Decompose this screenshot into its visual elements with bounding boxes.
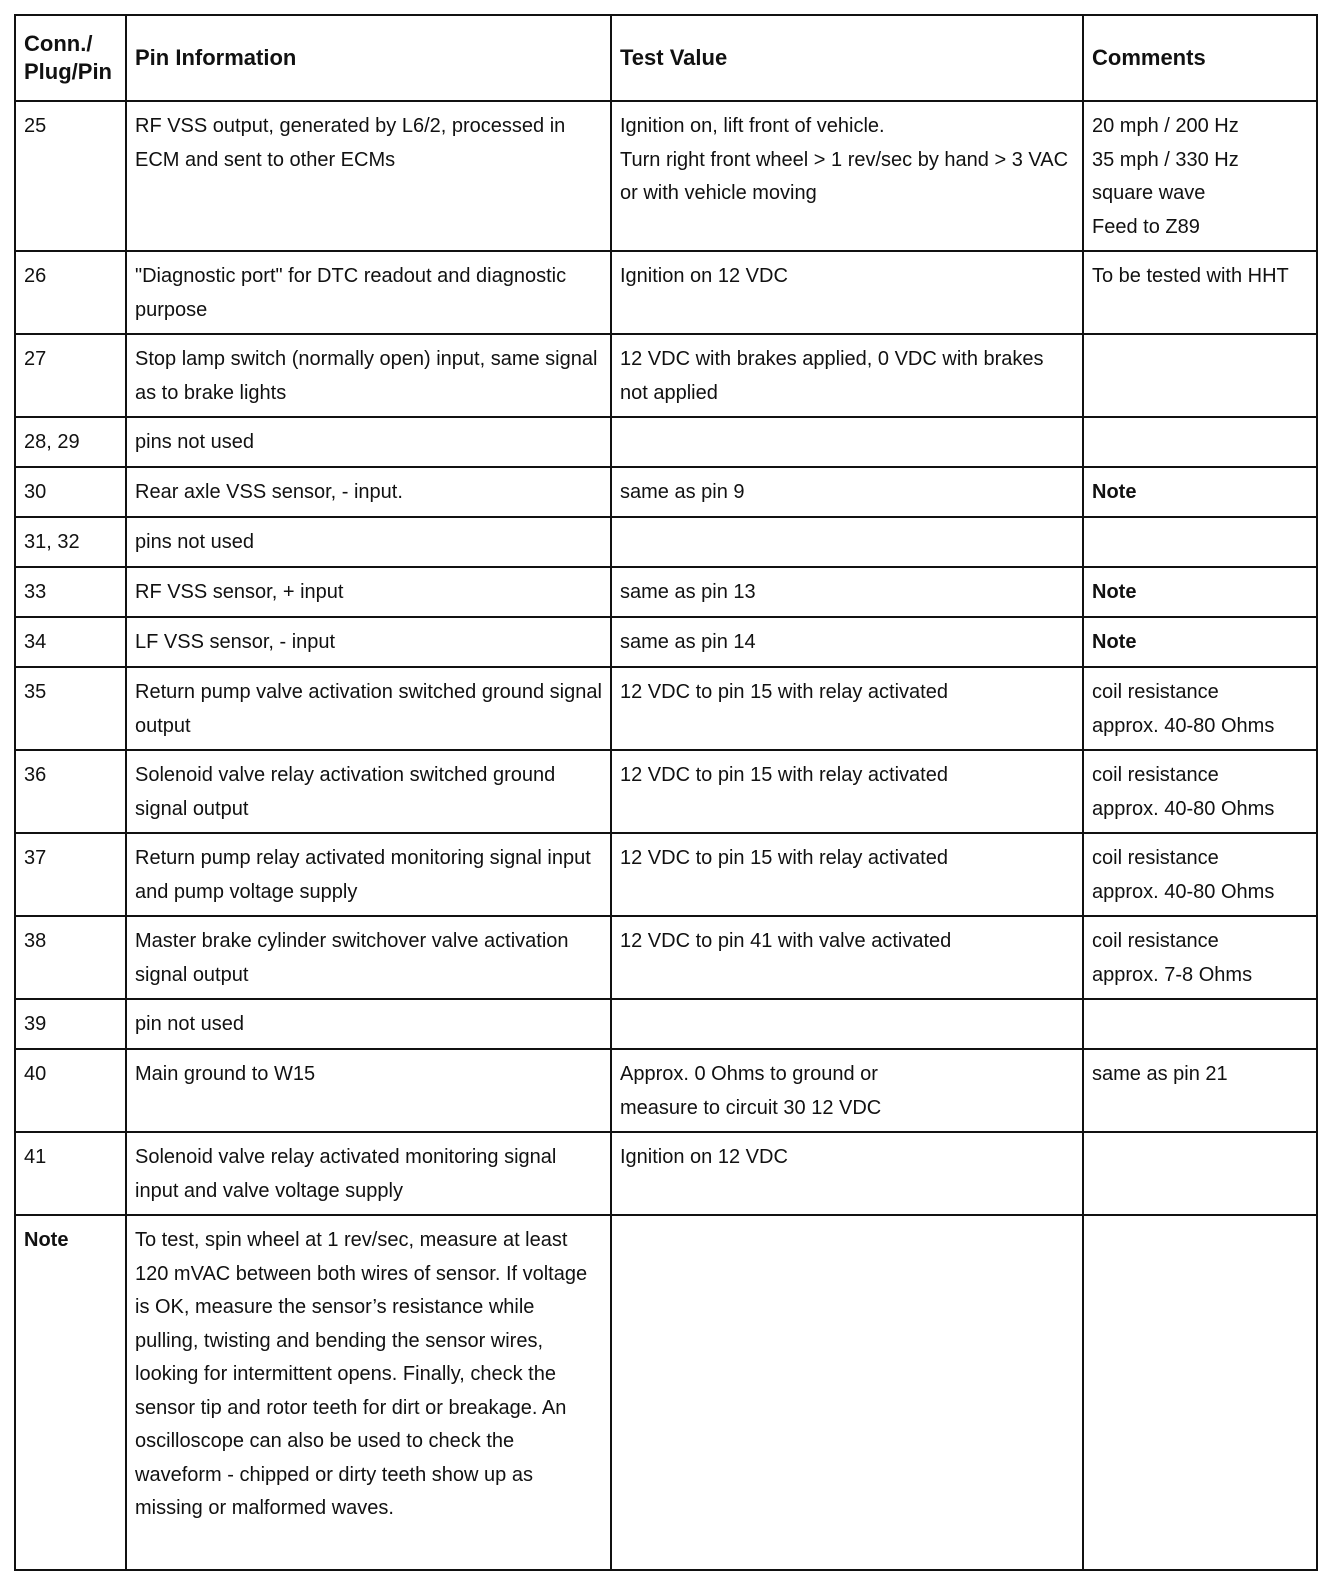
comment-cell bbox=[1083, 417, 1317, 467]
note-text-cell: To test, spin wheel at 1 rev/sec, measure at least 120 mVAC between both wires of sensor. If voltage is OK, measure the sensor’s resistance while pulling, twisting and bending the sensor wires, looking for intermittent opens. Finally, check the sensor tip and rotor teeth for dirt or breakage. An oscilloscope can also be used to check the waveform - chipped or dirty teeth show up as missing or malformed waves. bbox=[126, 1215, 611, 1570]
comment-cell: coil resistance approx. 40-80 Ohms bbox=[1083, 667, 1317, 750]
pin-info-cell: Stop lamp switch (normally open) input, same signal as to brake lights bbox=[126, 334, 611, 417]
table-row bbox=[15, 467, 1317, 517]
pin-cell: 35 bbox=[15, 667, 126, 750]
test-value-cell bbox=[611, 517, 1083, 567]
pin-info-cell: pins not used bbox=[126, 417, 611, 467]
pin-cell: 25 bbox=[15, 101, 126, 251]
comment-cell: same as pin 21 bbox=[1083, 1049, 1317, 1132]
header-test-value: Test Value bbox=[611, 15, 1083, 101]
pin-cell: 27 bbox=[15, 334, 126, 417]
test-value-cell: same as pin 9 bbox=[611, 467, 1083, 517]
table-row bbox=[15, 750, 1317, 833]
table-row bbox=[15, 1049, 1317, 1132]
table-row bbox=[15, 833, 1317, 916]
test-value-cell: Approx. 0 Ohms to ground or measure to circuit 30 12 VDC bbox=[611, 1049, 1083, 1132]
pin-cell: 38 bbox=[15, 916, 126, 999]
comment-cell: coil resistance approx. 40-80 Ohms bbox=[1083, 750, 1317, 833]
pin-info-cell: Return pump relay activated monitoring signal input and pump voltage supply bbox=[126, 833, 611, 916]
test-value-cell: same as pin 14 bbox=[611, 617, 1083, 667]
comment-cell: To be tested with HHT bbox=[1083, 251, 1317, 334]
test-value-cell: Ignition on 12 VDC bbox=[611, 1132, 1083, 1215]
comment-cell bbox=[1083, 999, 1317, 1049]
pin-info-cell: RF VSS sensor, + input bbox=[126, 567, 611, 617]
table-row bbox=[15, 999, 1317, 1049]
header-pin-information: Pin Information bbox=[126, 15, 611, 101]
test-value-cell: 12 VDC to pin 15 with relay activated bbox=[611, 750, 1083, 833]
test-value-cell: 12 VDC with brakes applied, 0 VDC with brakes not applied bbox=[611, 334, 1083, 417]
table-row bbox=[15, 667, 1317, 750]
table-row bbox=[15, 567, 1317, 617]
pin-information-table bbox=[14, 14, 1318, 1571]
comment-cell: Note bbox=[1083, 467, 1317, 517]
table-row bbox=[15, 1132, 1317, 1215]
pin-cell: 37 bbox=[15, 833, 126, 916]
table-row bbox=[15, 101, 1317, 251]
comment-cell: coil resistance approx. 7-8 Ohms bbox=[1083, 916, 1317, 999]
pin-info-cell: Master brake cylinder switchover valve activation signal output bbox=[126, 916, 611, 999]
pin-cell: 41 bbox=[15, 1132, 126, 1215]
pin-cell: 26 bbox=[15, 251, 126, 334]
pin-info-cell: pin not used bbox=[126, 999, 611, 1049]
header-conn-plug-pin: Conn./ Plug/Pin bbox=[15, 15, 126, 101]
pin-cell: 36 bbox=[15, 750, 126, 833]
pin-info-cell: Return pump valve activation switched ground signal output bbox=[126, 667, 611, 750]
pin-cell: 31, 32 bbox=[15, 517, 126, 567]
test-value-cell bbox=[611, 417, 1083, 467]
test-value-cell: 12 VDC to pin 41 with valve activated bbox=[611, 916, 1083, 999]
pin-info-cell: "Diagnostic port" for DTC readout and diagnostic purpose bbox=[126, 251, 611, 334]
pin-info-cell: LF VSS sensor, - input bbox=[126, 617, 611, 667]
pin-cell: Note bbox=[15, 1215, 126, 1570]
header-comments: Comments bbox=[1083, 15, 1317, 101]
pin-cell: 28, 29 bbox=[15, 417, 126, 467]
pin-cell: 40 bbox=[15, 1049, 126, 1132]
pin-info-cell: Rear axle VSS sensor, - input. bbox=[126, 467, 611, 517]
pin-info-cell: pins not used bbox=[126, 517, 611, 567]
pin-info-cell: RF VSS output, generated by L6/2, processed in ECM and sent to other ECMs bbox=[126, 101, 611, 251]
pin-cell: 34 bbox=[15, 617, 126, 667]
comment-cell bbox=[1083, 334, 1317, 417]
table-row bbox=[15, 617, 1317, 667]
comment-cell: 20 mph / 200 Hz 35 mph / 330 Hz square wave Feed to Z89 bbox=[1083, 101, 1317, 251]
comment-cell bbox=[1083, 517, 1317, 567]
pin-cell: 39 bbox=[15, 999, 126, 1049]
test-value-cell: Ignition on 12 VDC bbox=[611, 251, 1083, 334]
test-value-cell: Ignition on, lift front of vehicle. Turn right front wheel > 1 rev/sec by hand > 3 VAC or with vehicle moving bbox=[611, 101, 1083, 251]
table-row bbox=[15, 1215, 1317, 1570]
comment-cell bbox=[1083, 1215, 1317, 1570]
test-value-cell bbox=[611, 999, 1083, 1049]
pin-info-cell: Solenoid valve relay activation switched ground signal output bbox=[126, 750, 611, 833]
table-row bbox=[15, 334, 1317, 417]
pin-info-cell: Solenoid valve relay activated monitoring signal input and valve voltage supply bbox=[126, 1132, 611, 1215]
comment-cell: Note bbox=[1083, 617, 1317, 667]
table-row bbox=[15, 517, 1317, 567]
test-value-cell: 12 VDC to pin 15 with relay activated bbox=[611, 667, 1083, 750]
test-value-cell bbox=[611, 1215, 1083, 1570]
pin-cell: 30 bbox=[15, 467, 126, 517]
table-header-row bbox=[15, 15, 1317, 101]
table-row bbox=[15, 417, 1317, 467]
comment-cell bbox=[1083, 1132, 1317, 1215]
test-value-cell: same as pin 13 bbox=[611, 567, 1083, 617]
pin-info-cell: Main ground to W15 bbox=[126, 1049, 611, 1132]
table-row bbox=[15, 251, 1317, 334]
pin-cell: 33 bbox=[15, 567, 126, 617]
comment-cell: coil resistance approx. 40-80 Ohms bbox=[1083, 833, 1317, 916]
test-value-cell: 12 VDC to pin 15 with relay activated bbox=[611, 833, 1083, 916]
comment-cell: Note bbox=[1083, 567, 1317, 617]
table-row bbox=[15, 916, 1317, 999]
